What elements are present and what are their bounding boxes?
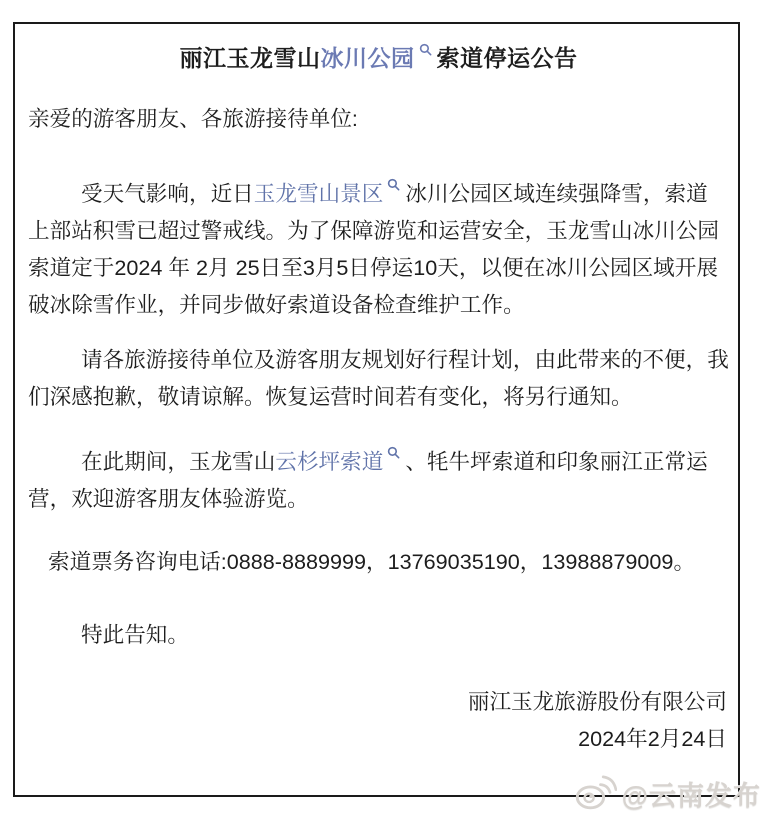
p3-link-spruce-meadow[interactable] bbox=[275, 449, 405, 474]
watermark-handle: @云南发布 bbox=[621, 781, 761, 811]
p1-link-scenic-area[interactable] bbox=[254, 181, 406, 206]
signature-date: 2024年2月24日 bbox=[578, 726, 727, 751]
p1-text-pre: 受天气影响，近日 bbox=[81, 181, 254, 206]
title-link-glacier-park[interactable] bbox=[321, 45, 437, 71]
search-icon bbox=[387, 178, 400, 191]
notice-document bbox=[13, 22, 740, 797]
salutation-line: 亲爱的游客朋友、各旅游接待单位: bbox=[28, 106, 358, 131]
signature-block bbox=[28, 683, 729, 757]
paragraph-alternatives bbox=[28, 443, 729, 517]
closing-line: 特此告知。 bbox=[81, 622, 189, 647]
paragraph-apology: 请各旅游接待单位及游客朋友规划好行程计划，由此带来的不便，我们深感抱歉，敬请谅解。恢复运营时间若有变化，将另行通知。 bbox=[28, 347, 729, 409]
signature-company: 丽江玉龙旅游股份有限公司 bbox=[467, 689, 727, 714]
title-text-pre: 丽江玉龙雪山 bbox=[179, 45, 321, 71]
phone-line: 索道票务咨询电话:0888-8889999，13769035190，13988879009。 bbox=[48, 549, 696, 574]
notice-title bbox=[28, 42, 729, 74]
p1-text-post: 冰川公园区域连续强降雪，索道上部站积雪已超过警戒线。为了保障游览和运营安全，玉龙雪山冰川公园索道定于2024 年 2月 25日至3月5日停运10天，以便在冰川公园区域开展破冰除雪作业，并同步做好索道设备检查维护工作。 bbox=[28, 181, 720, 317]
title-text-post: 索道停运公告 bbox=[436, 45, 578, 71]
title-link-text: 冰川公园 bbox=[320, 45, 415, 71]
p3-text-pre: 在此期间，玉龙雪山 bbox=[81, 449, 276, 474]
p3-text-post: 、牦牛坪索道和印象丽江正常运营，欢迎游客朋友体验游览。 bbox=[28, 449, 708, 511]
p3-link-text: 云杉坪索道 bbox=[275, 449, 384, 474]
paragraph-suspension bbox=[28, 175, 729, 323]
search-icon bbox=[387, 446, 400, 459]
p1-link-text: 玉龙雪山景区 bbox=[253, 181, 384, 206]
search-icon bbox=[419, 43, 432, 56]
